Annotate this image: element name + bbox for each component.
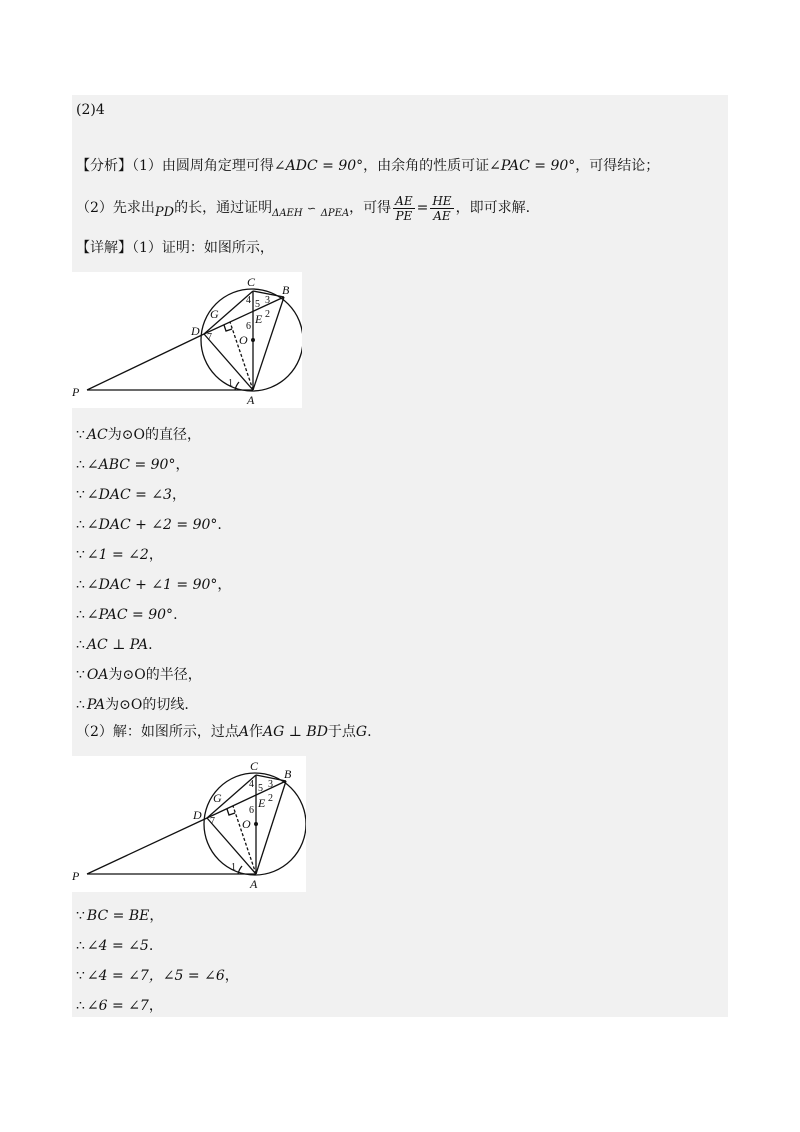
proof-line xyxy=(76,575,231,595)
center-dot xyxy=(254,822,258,826)
math-expr: ∠ADC = 90° xyxy=(273,158,364,174)
proof-text: 为⊙O的半径， xyxy=(108,667,202,683)
math-expr: ∠1 = ∠2 xyxy=(86,547,149,563)
proof-text: . xyxy=(173,607,178,623)
angle-label-6: 6 xyxy=(249,805,254,816)
detail-intro xyxy=(76,238,274,258)
label-b: B xyxy=(284,767,292,781)
answer-line: (2)4 xyxy=(76,102,105,118)
detail-label: 【详解】 xyxy=(76,240,132,256)
proof-text: ， xyxy=(148,998,163,1014)
proof-line xyxy=(76,996,163,1016)
angle-label-7: 7 xyxy=(210,816,215,827)
label-e: E xyxy=(255,312,263,326)
proof-line xyxy=(76,966,239,986)
math-expr: PD xyxy=(154,205,175,220)
proof-symbol: ∴ xyxy=(76,457,85,473)
label-p: P xyxy=(72,869,80,883)
proof-text: ， xyxy=(148,547,163,563)
proof-symbol: ∵ xyxy=(76,547,85,563)
angle-label-1: 1 xyxy=(231,862,236,873)
label-o: O xyxy=(242,817,251,831)
math-expr: G xyxy=(355,724,368,740)
fraction-he-ae xyxy=(430,194,453,223)
angle-label-1: 1 xyxy=(228,378,233,389)
angle-label-6: 6 xyxy=(246,321,251,332)
label-a: A xyxy=(247,393,255,407)
label-a: A xyxy=(250,877,258,891)
math-expr: AC ⊥ PA xyxy=(86,637,149,653)
proof-symbol: ∴ xyxy=(76,697,85,713)
detail-text: （1）证明：如图所示， xyxy=(132,240,274,256)
analysis-text: ，可得结论； xyxy=(575,158,660,174)
fraction-denominator: PE xyxy=(395,208,413,223)
angle-label-7: 7 xyxy=(207,332,212,343)
proof-line xyxy=(76,515,222,535)
center-dot xyxy=(251,338,255,342)
fraction-numerator: AE xyxy=(395,193,413,208)
geometry-figure-2 xyxy=(72,756,306,892)
analysis-text: ，即可求解. xyxy=(455,200,531,216)
math-expr: OA xyxy=(86,667,109,683)
geometry-diagram xyxy=(72,756,306,892)
segment-pd xyxy=(87,334,204,390)
proof-text: ， xyxy=(217,577,232,593)
part2-text: （2）解：如图所示，过点 xyxy=(76,724,239,740)
math-expr: ∠4 = ∠5 xyxy=(86,938,149,954)
math-expr: ∠DAC = ∠3 xyxy=(86,487,172,503)
label-d: D xyxy=(193,808,202,822)
geometry-diagram xyxy=(72,272,302,408)
proof-symbol: ∴ xyxy=(76,607,85,623)
proof-text: . xyxy=(217,517,222,533)
proof-line xyxy=(76,485,186,505)
math-expr: AC xyxy=(86,427,108,443)
proof-text: ， xyxy=(149,908,164,924)
proof-line xyxy=(76,635,153,655)
similar-symbol: ∽ xyxy=(307,202,317,215)
proof-text: ， xyxy=(171,487,186,503)
math-expr: ΔPEA xyxy=(320,208,350,219)
proof-symbol: ∵ xyxy=(76,667,85,683)
analysis-text: ，由余角的性质可证 xyxy=(363,158,490,174)
analysis-p2 xyxy=(76,193,530,225)
proof-text: 为⊙O的直径， xyxy=(107,427,201,443)
part2-text: . xyxy=(367,724,372,740)
angle-label-5: 5 xyxy=(258,783,263,794)
math-expr: ∠6 = ∠7 xyxy=(86,998,149,1014)
geometry-figure-1 xyxy=(72,272,302,408)
label-p: P xyxy=(72,385,80,399)
analysis-label: 【分析】 xyxy=(76,158,132,174)
proof-line xyxy=(76,455,189,475)
proof-symbol: ∵ xyxy=(76,968,85,984)
part2-text: 作 xyxy=(249,724,264,740)
angle-label-2: 2 xyxy=(268,793,273,804)
math-expr: AG ⊥ BD xyxy=(263,724,328,740)
math-expr: ΔAEH xyxy=(272,208,303,219)
analysis-text: （1）由圆周角定理可得 xyxy=(132,158,274,174)
proof-symbol: ∴ xyxy=(76,938,85,954)
proof-line xyxy=(76,425,201,445)
angle-label-3: 3 xyxy=(268,779,273,790)
analysis-text: （2）先求出 xyxy=(76,200,155,216)
math-expr: PA xyxy=(86,697,106,713)
proof-line xyxy=(76,695,189,715)
proof-symbol: ∴ xyxy=(76,517,85,533)
proof-line xyxy=(76,936,153,956)
angle-label-5: 5 xyxy=(255,299,260,310)
angle-label-2: 2 xyxy=(265,309,270,320)
math-expr: A xyxy=(238,724,250,740)
proof-text: 为⊙O的切线. xyxy=(105,697,189,713)
equals-sign: = xyxy=(416,200,429,216)
label-o: O xyxy=(239,333,248,347)
part2-text: 于点 xyxy=(327,724,356,740)
math-expr: ∠ABC = 90° xyxy=(86,457,176,473)
math-expr: ∠DAC + ∠1 = 90° xyxy=(86,577,218,593)
proof-symbol: ∵ xyxy=(76,908,85,924)
analysis-text: ，可得 xyxy=(349,200,392,216)
proof-symbol: ∵ xyxy=(76,487,85,503)
angle-label-3: 3 xyxy=(265,295,270,306)
math-expr: ∠DAC + ∠2 = 90° xyxy=(86,517,218,533)
proof-symbol: ∴ xyxy=(76,577,85,593)
label-c: C xyxy=(247,275,256,289)
label-b: B xyxy=(282,283,290,297)
fraction-ae-pe xyxy=(393,194,414,223)
label-g: G xyxy=(213,791,222,805)
proof-text: ， xyxy=(175,457,190,473)
analysis-text: 的长，通过证明 xyxy=(174,200,273,216)
fraction-denominator: AE xyxy=(433,208,451,223)
segment-pd xyxy=(87,818,207,874)
analysis-p1 xyxy=(76,156,659,176)
label-g: G xyxy=(210,307,219,321)
label-e: E xyxy=(258,796,266,810)
math-expr: BC = BE xyxy=(86,908,150,924)
proof-line xyxy=(76,665,202,685)
proof-line xyxy=(76,545,163,565)
proof-text: . xyxy=(148,938,154,954)
math-expr: ∠4 = ∠7，∠5 = ∠6 xyxy=(86,968,225,984)
proof-line xyxy=(76,906,163,926)
math-expr: ∠PAC = 90° xyxy=(86,607,174,623)
proof-text: . xyxy=(148,637,153,653)
proof-symbol: ∴ xyxy=(76,998,85,1014)
part2-intro xyxy=(76,722,372,742)
proof-line xyxy=(76,605,178,625)
proof-text: ， xyxy=(224,968,239,984)
proof-symbol: ∴ xyxy=(76,637,85,653)
math-expr: ∠PAC = 90° xyxy=(489,158,576,174)
angle-label-4: 4 xyxy=(246,295,251,306)
label-d: D xyxy=(191,324,200,338)
proof-symbol: ∵ xyxy=(76,427,85,443)
fraction-numerator: HE xyxy=(432,193,452,208)
angle-label-4: 4 xyxy=(249,779,254,790)
label-c: C xyxy=(250,759,259,773)
